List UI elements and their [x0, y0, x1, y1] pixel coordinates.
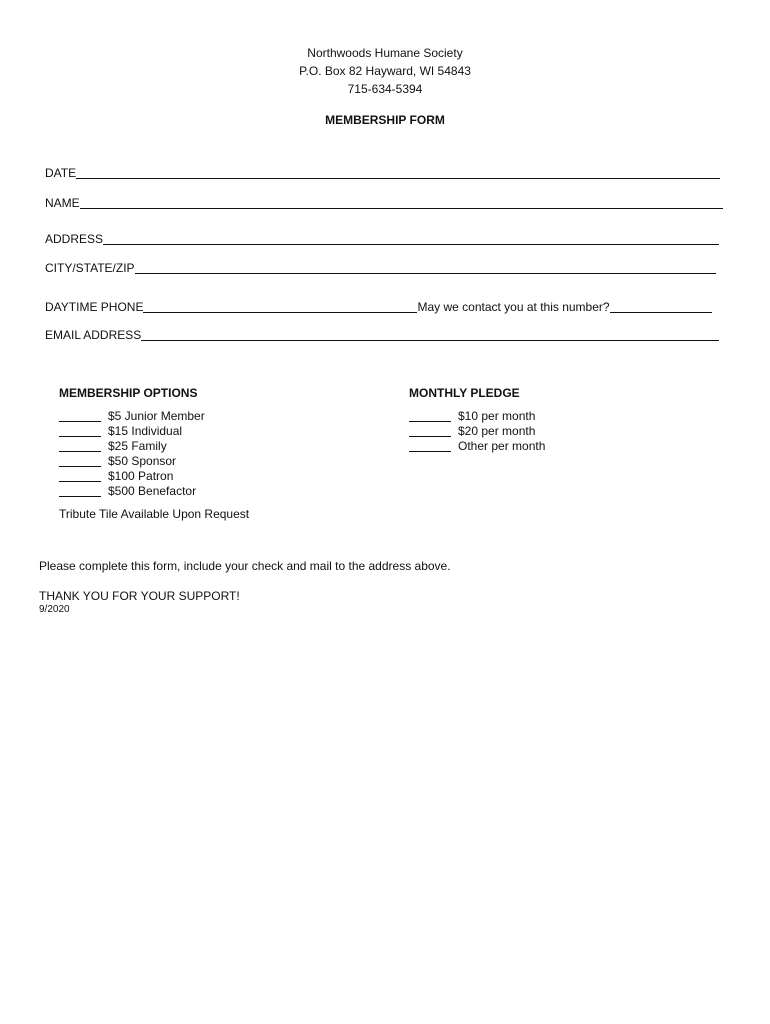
revision-date: 9/2020 [39, 604, 70, 615]
membership-heading: MEMBERSHIP OPTIONS [59, 386, 198, 400]
option-blank[interactable] [59, 466, 101, 467]
option-label: $20 per month [458, 424, 536, 438]
option-blank[interactable] [409, 451, 451, 452]
contact-question-label: May we contact you at this number? [417, 300, 610, 314]
org-name: Northwoods Humane Society [307, 46, 463, 60]
form-title: MEMBERSHIP FORM [325, 113, 445, 127]
date-line[interactable] [76, 178, 720, 179]
email-label: EMAIL ADDRESS [45, 328, 142, 342]
membership-option[interactable] [59, 483, 196, 498]
option-blank[interactable] [59, 451, 101, 452]
email-field[interactable] [45, 324, 719, 342]
address-line[interactable] [103, 244, 719, 245]
date-label: DATE [45, 166, 77, 180]
option-label: $50 Sponsor [108, 454, 177, 468]
option-label: $5 Junior Member [108, 409, 205, 423]
option-label: $100 Patron [108, 469, 174, 483]
membership-option[interactable] [59, 408, 205, 423]
option-label: $10 per month [458, 409, 536, 423]
option-label: $25 Family [108, 439, 167, 453]
pledge-option[interactable] [409, 423, 535, 438]
option-blank[interactable] [59, 421, 101, 422]
option-blank[interactable] [59, 481, 101, 482]
org-address: P.O. Box 82 Hayward, WI 54843 [299, 64, 471, 78]
membership-option[interactable] [59, 468, 173, 483]
instructions-text: Please complete this form, include your check and mail to the address above. [39, 559, 451, 573]
option-blank[interactable] [59, 436, 101, 437]
email-line[interactable] [141, 340, 719, 341]
option-label: Other per month [458, 439, 546, 453]
date-field[interactable] [45, 162, 720, 180]
city-state-zip-line[interactable] [135, 273, 716, 274]
daytime-phone-label: DAYTIME PHONE [45, 300, 144, 314]
name-line[interactable] [80, 208, 723, 209]
membership-option[interactable] [59, 453, 176, 468]
membership-option[interactable] [59, 438, 167, 453]
option-blank[interactable] [409, 436, 451, 437]
name-label: NAME [45, 196, 80, 210]
city-state-zip-label: CITY/STATE/ZIP [45, 261, 135, 275]
address-field[interactable] [45, 228, 719, 246]
pledge-heading: MONTHLY PLEDGE [409, 386, 520, 400]
contact-answer-line[interactable] [610, 312, 712, 313]
daytime-phone-field[interactable] [45, 296, 712, 314]
pledge-option[interactable] [409, 408, 535, 423]
address-label: ADDRESS [45, 232, 104, 246]
option-label: $15 Individual [108, 424, 183, 438]
membership-option[interactable] [59, 423, 182, 438]
city-state-zip-field[interactable] [45, 257, 716, 275]
thanks-text: THANK YOU FOR YOUR SUPPORT! [39, 589, 240, 603]
tribute-note: Tribute Tile Available Upon Request [59, 507, 250, 521]
daytime-phone-line[interactable] [143, 312, 417, 313]
org-phone: 715-634-5394 [347, 82, 423, 96]
pledge-option[interactable] [409, 438, 545, 453]
option-blank[interactable] [59, 496, 101, 497]
option-blank[interactable] [409, 421, 451, 422]
option-label: $500 Benefactor [108, 484, 197, 498]
name-field[interactable] [45, 192, 723, 210]
